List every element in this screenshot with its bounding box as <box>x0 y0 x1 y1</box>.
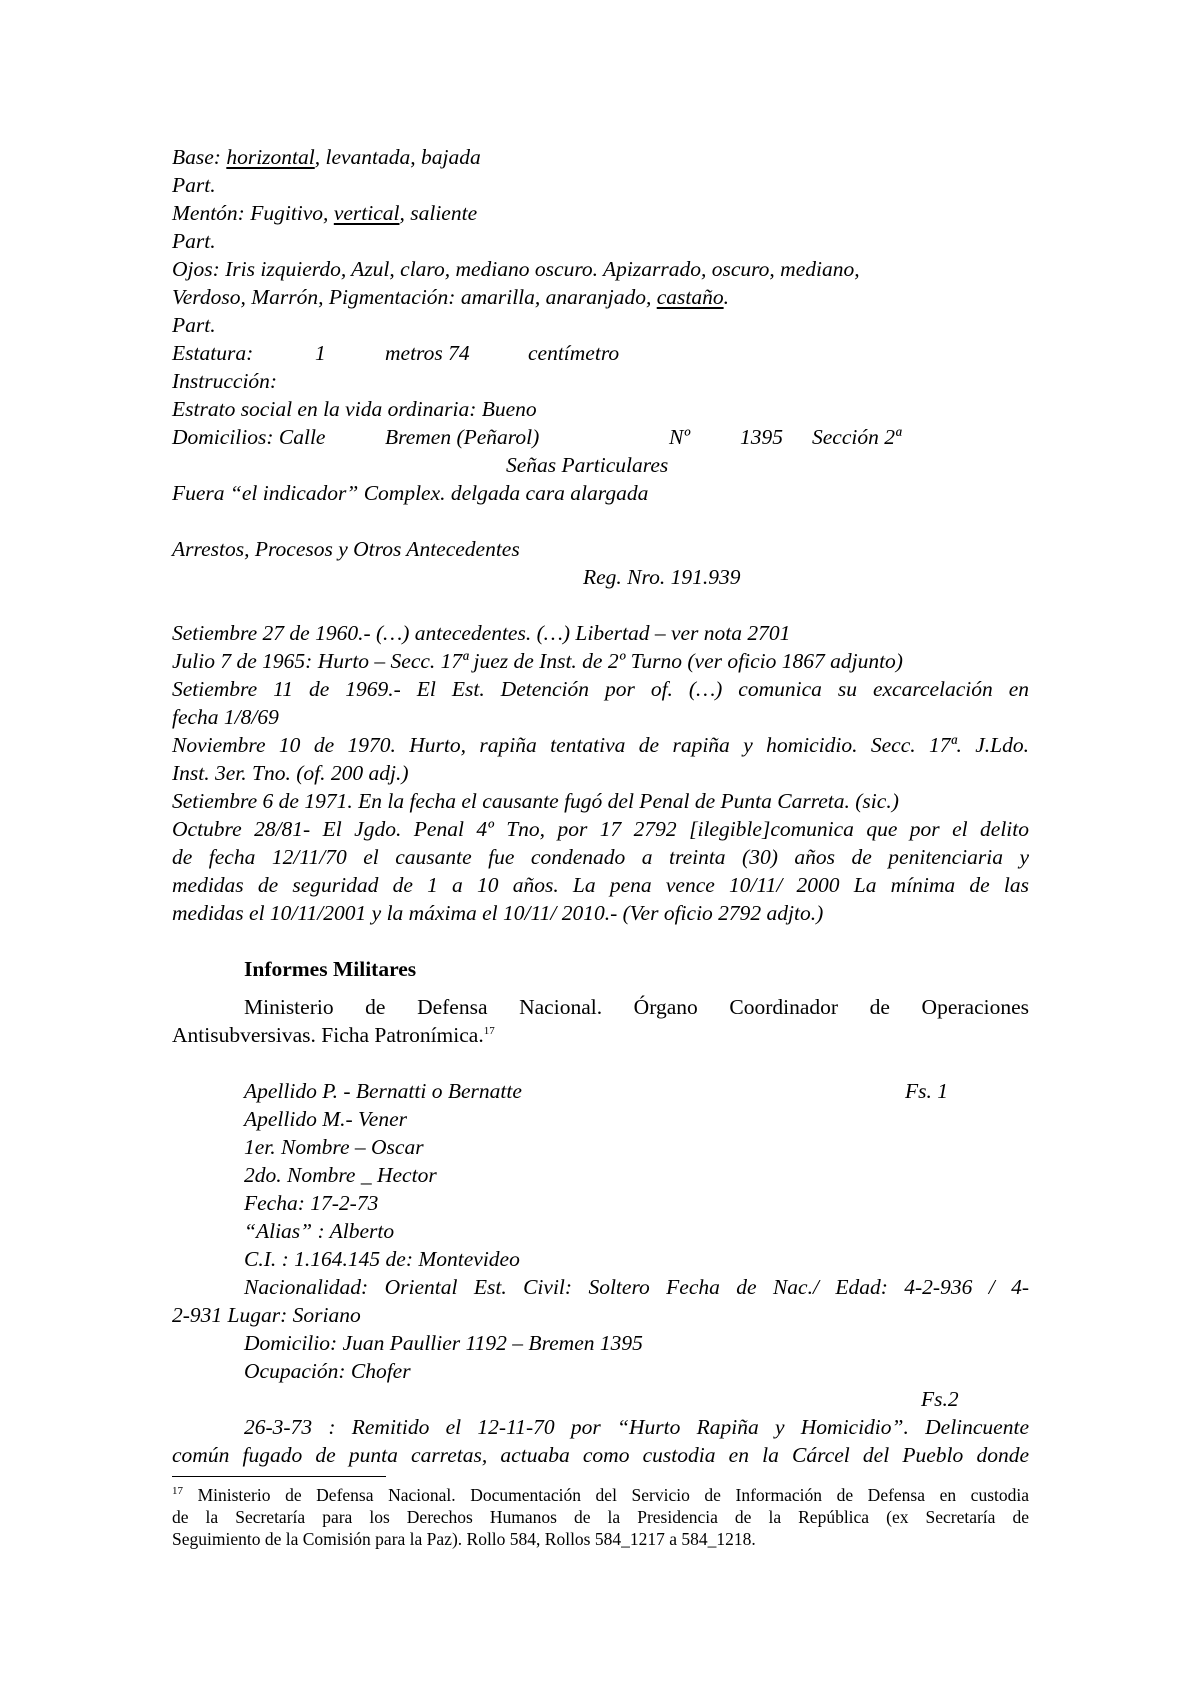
footnote-line: de la Secretaría para los Derechos Humanos de la Presidencia de la República (ex Secretaría de <box>172 1507 1029 1527</box>
footnote-separator <box>172 1476 386 1477</box>
antecedente-entry: Setiembre 11 de 1969.- El Est. Detención por of. (…) comunica su excarcelación en <box>172 677 1029 701</box>
estrato-line: Estrato social en la vida ordinaria: Bueno <box>172 397 537 421</box>
footnote-line: Seguimiento de la Comisión para la Paz). Rollo 584, Rollos 584_1217 a 584_1218. <box>172 1529 756 1549</box>
base-selected: horizontal <box>226 145 315 169</box>
senas-title: Señas Particulares <box>506 453 669 477</box>
menton-line <box>172 199 477 227</box>
menton-selected: vertical <box>333 201 400 225</box>
informes-intro-2 <box>172 1021 495 1049</box>
ficha-apellido-p: Apellido P. - Bernatti o Bernatte <box>244 1079 522 1103</box>
informes-heading: Informes Militares <box>244 957 417 981</box>
ficha-fecha: Fecha: 17-2-73 <box>244 1191 379 1215</box>
ficha-paragraph-cont: común fugado de punta carretas, actuaba como custodia en la Cárcel del Pueblo donde <box>172 1443 1029 1467</box>
estatura-value: metros 74 <box>385 341 470 365</box>
estatura-unit: centímetro <box>528 341 620 365</box>
part-line: Part. <box>172 229 216 253</box>
ficha-apellido-m: Apellido M.- Vener <box>244 1107 407 1131</box>
ficha-nacionalidad-cont: 2-931 Lugar: Soriano <box>172 1303 361 1327</box>
antecedente-entry: Noviembre 10 de 1970. Hurto, rapiña tentativa de rapiña y homicidio. Secc. 17ª. J.Ldo. <box>172 733 1029 757</box>
ficha-folio-2: Fs.2 <box>921 1387 959 1411</box>
footnote-line <box>172 1484 1029 1506</box>
ficha-nombre-1: 1er. Nombre – Oscar <box>244 1135 424 1159</box>
part-line: Part. <box>172 173 216 197</box>
antecedente-entry-cont: fecha 1/8/69 <box>172 705 279 729</box>
antecedente-entry-cont: Inst. 3er. Tno. (of. 200 adj.) <box>172 761 409 785</box>
ficha-nacionalidad: Nacionalidad: Oriental Est. Civil: Soltero Fecha de Nac./ Edad: 4-2-936 / 4- <box>244 1275 1029 1299</box>
footnote-number: 17 <box>172 1485 183 1498</box>
base-line <box>172 143 481 171</box>
ojos-line: Ojos: Iris izquierdo, Azul, claro, mediano oscuro. Apizarrado, oscuro, mediano, <box>172 257 860 281</box>
domicilio-calle: Bremen (Peñarol) <box>385 425 540 449</box>
instruccion-line: Instrucción: <box>172 369 278 393</box>
footnote-text: Ministerio de Defensa Nacional. Documentación del Servicio de Información de Defensa en custodia <box>197 1485 1029 1505</box>
ojos-options: Verdoso, Marrón, Pigmentación: amarilla, anaranjado, <box>172 285 657 309</box>
antecedente-entry-cont: de fecha 12/11/70 el causante fue condenado a treinta (30) años de penitenciaria y <box>172 845 1029 869</box>
domicilio-label: Domicilios: Calle <box>172 425 326 449</box>
footnote-ref: 17 <box>483 1024 495 1037</box>
antecedente-entry: Julio 7 de 1965: Hurto – Secc. 17ª juez de Inst. de 2º Turno (ver oficio 1867 adjunto) <box>172 649 903 673</box>
ficha-nombre-2: 2do. Nombre _ Hector <box>244 1163 437 1187</box>
senas-text: Fuera “el indicador” Complex. delgada cara alargada <box>172 481 649 505</box>
antecedente-entry-cont: medidas de seguridad de 1 a 10 años. La pena vence 10/11/ 2000 La mínima de las <box>172 873 1029 897</box>
antecedente-entry: Setiembre 27 de 1960.- (…) antecedentes. (…) Libertad – ver nota 2701 <box>172 621 791 645</box>
estatura-meters: 1 <box>315 341 326 365</box>
ficha-folio-1: Fs. 1 <box>905 1079 948 1103</box>
antecedente-entry: Setiembre 6 de 1971. En la fecha el causante fugó del Penal de Punta Carreta. (sic.) <box>172 789 899 813</box>
ojos-period: . <box>723 285 729 309</box>
antecedentes-title: Arrestos, Procesos y Otros Antecedentes <box>172 537 520 561</box>
estatura-label: Estatura: <box>172 341 254 365</box>
estatura-line <box>172 339 772 367</box>
ficha-paragraph: 26-3-73 : Remitido el 12-11-70 por “Hurto Rapiña y Homicidio”. Delincuente <box>244 1415 1029 1439</box>
antecedente-entry: Octubre 28/81- El Jgdo. Penal 4º Tno, por 17 2792 [ilegible]comunica que por el delito <box>172 817 1029 841</box>
ficha-ocupacion: Ocupación: Chofer <box>244 1359 411 1383</box>
ficha-title: Antisubversivas. Ficha Patronímica. <box>172 1023 484 1047</box>
ficha-domicilio: Domicilio: Juan Paullier 1192 – Bremen 1395 <box>244 1331 643 1355</box>
ficha-alias: “Alias” : Alberto <box>244 1219 395 1243</box>
part-line: Part. <box>172 313 216 337</box>
ojos-line-2 <box>172 283 729 311</box>
menton-label: Mentón: Fugitivo, <box>172 201 334 225</box>
domicilio-nro-label: Nº <box>669 425 691 449</box>
base-options: , levantada, bajada <box>314 145 481 169</box>
domicilio-nro: 1395 <box>740 425 783 449</box>
ficha-ci: C.I. : 1.164.145 de: Montevideo <box>244 1247 520 1271</box>
menton-options: , saliente <box>399 201 478 225</box>
reg-number: Reg. Nro. 191.939 <box>583 565 741 589</box>
informes-intro: Ministerio de Defensa Nacional. Órgano Coordinador de Operaciones <box>244 995 1029 1019</box>
base-label: Base: <box>172 145 227 169</box>
domicilio-line <box>172 423 972 451</box>
antecedente-entry-cont: medidas el 10/11/2001 y la máxima el 10/11/ 2010.- (Ver oficio 2792 adjto.) <box>172 901 824 925</box>
domicilio-seccion: Sección 2ª <box>812 425 901 449</box>
ojos-selected: castaño <box>656 285 724 309</box>
